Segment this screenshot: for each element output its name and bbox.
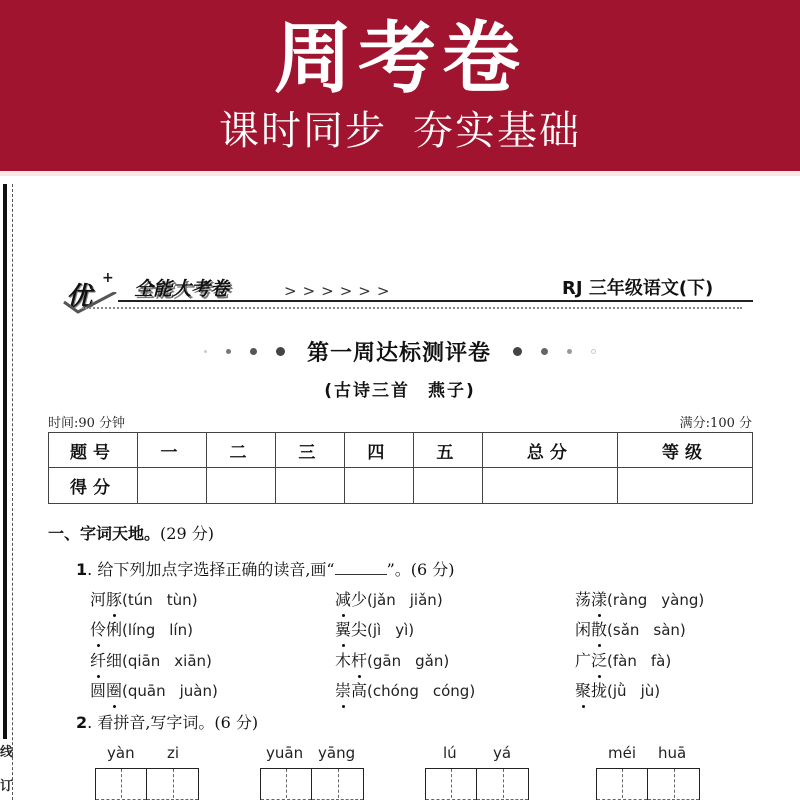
word-char: 圆 (90, 681, 107, 700)
pinyin-option[interactable]: jì (372, 621, 382, 639)
word-char: 广 (575, 651, 592, 670)
word-char: 翼 (335, 617, 351, 640)
writing-cell[interactable] (312, 769, 363, 800)
pinyin-option[interactable]: jù (640, 682, 655, 700)
word-char: 漾 (591, 587, 607, 610)
table-cell: 等级 (617, 433, 752, 468)
score-table (48, 432, 753, 504)
header-dotted-rule (82, 307, 742, 309)
writing-cell[interactable] (96, 769, 147, 800)
dot-decoration (204, 350, 207, 353)
pinyin-option[interactable]: tún (127, 591, 153, 609)
pinyin-label: huā (658, 744, 687, 762)
logo (62, 272, 122, 312)
pinyin-option[interactable]: juàn (179, 682, 212, 700)
table-cell: 五 (413, 433, 482, 468)
writing-cell[interactable] (477, 769, 528, 800)
word-char: 散 (591, 617, 607, 640)
pinyin-label: lú (443, 744, 457, 762)
pinyin-label: yuān (266, 744, 304, 762)
section-points: (29 分) (160, 524, 214, 543)
dot-decoration (513, 347, 522, 356)
pinyin-option[interactable]: sàn (653, 621, 680, 639)
exam-time: 时间:90 分钟 (48, 416, 126, 431)
pinyin-choice-item: 闲散(sǎn sàn) (575, 617, 686, 640)
promo-banner (0, 0, 800, 171)
pinyin-option[interactable]: chóng (372, 682, 419, 700)
binding-label-ding: 订 (0, 779, 14, 794)
pinyin-choice-item: 翼尖(jì yì) (335, 617, 414, 640)
pinyin-option[interactable]: sǎn (612, 621, 640, 639)
word-char: 俐 (106, 620, 123, 639)
table-cell: 得分 (49, 468, 138, 504)
pinyin-choice-item: 伶俐(líng lín) (90, 617, 193, 640)
score-entry-cell[interactable] (275, 468, 344, 504)
pinyin-label: yá (493, 744, 512, 762)
pinyin-label: yàn (107, 744, 135, 762)
writing-cell[interactable] (648, 769, 699, 800)
pinyin-option[interactable]: jiǎn (409, 591, 437, 609)
score-entry-cell[interactable] (138, 468, 207, 504)
checkmark-icon (62, 292, 118, 314)
word-char: 尖 (351, 620, 368, 639)
table-cell: 题号 (49, 433, 138, 468)
word-char: 杆 (351, 648, 367, 671)
logo-plus: + (102, 270, 114, 286)
pinyin-choice-item: 河豚(tún tùn) (90, 587, 198, 610)
brand-name: 全能大考卷 (134, 278, 230, 300)
table-cell: 四 (344, 433, 413, 468)
pinyin-option[interactable]: cóng (432, 682, 470, 700)
binding-line-solid (3, 184, 7, 739)
worksheet-page (0, 176, 800, 800)
pinyin-option[interactable]: yì (395, 621, 409, 639)
pinyin-option[interactable]: quān (127, 682, 166, 700)
word-char: 荡 (575, 590, 592, 609)
word-char: 豚 (106, 587, 122, 610)
dot-decoration (567, 349, 572, 354)
subtitle-lesson-a: 古诗三首 (334, 381, 410, 401)
dot-decoration (591, 349, 596, 354)
writing-grid[interactable] (260, 768, 364, 800)
pinyin-option[interactable]: fàn (612, 652, 637, 670)
dot-decoration (541, 348, 548, 355)
score-table-score-row (49, 468, 753, 504)
pinyin-option[interactable]: qiān (127, 652, 161, 670)
subtitle-lesson-b: 燕子 (428, 381, 466, 401)
header-rule (118, 300, 753, 302)
word-char: 细 (106, 651, 123, 670)
banner-subtitle (0, 106, 800, 156)
pinyin-option[interactable]: xiān (174, 652, 207, 670)
score-entry-cell[interactable] (482, 468, 617, 504)
exam-title: 第一周达标测评卷 (306, 341, 491, 366)
pinyin-label: méi (608, 744, 637, 762)
writing-grid[interactable] (596, 768, 700, 800)
word-char: 木 (335, 651, 352, 670)
word-char: 闲 (575, 620, 592, 639)
writing-cell[interactable] (147, 769, 198, 800)
writing-cell[interactable] (426, 769, 477, 800)
word-char: 高 (351, 681, 368, 700)
pinyin-option[interactable]: jǎn (372, 591, 396, 609)
score-entry-cell[interactable] (617, 468, 752, 504)
pinyin-choice-item: 崇高(chóng cóng) (335, 678, 475, 701)
underline-sample (335, 561, 387, 575)
pinyin-choice-item: 荡漾(ràng yàng) (575, 587, 704, 610)
pinyin-choice-item: 纤细(qiān xiān) (90, 648, 212, 671)
pinyin-choice-item: 圆圈(quān juàn) (90, 678, 218, 701)
banner-subtitle-right: 夯实基础 (413, 108, 581, 154)
exam-subtitle: (古诗三首 燕子) (324, 381, 476, 401)
pinyin-option[interactable]: lín (169, 621, 188, 639)
pinyin-label: yāng (318, 744, 356, 762)
score-table-header-row (49, 433, 753, 468)
section-title: 一、字词天地。(29 分) (48, 524, 214, 543)
writing-cell[interactable] (597, 769, 648, 800)
exam-full-score: 满分:100 分 (679, 416, 752, 431)
pinyin-option[interactable]: tùn (166, 591, 192, 609)
writing-cell[interactable] (261, 769, 312, 800)
writing-grid[interactable] (95, 768, 199, 800)
pinyin-choice-item: 广泛(fàn fà) (575, 648, 671, 671)
pinyin-choice-item: 减少(jǎn jiǎn) (335, 587, 443, 610)
word-char: 减 (335, 587, 351, 610)
word-char: 拢 (591, 681, 608, 700)
pinyin-option[interactable]: gān (372, 652, 402, 670)
word-char: 河 (90, 590, 107, 609)
score-entry-cell[interactable] (413, 468, 482, 504)
banner-title: 周考卷 (273, 14, 526, 104)
pinyin-option[interactable]: líng (127, 621, 156, 639)
score-entry-cell[interactable] (344, 468, 413, 504)
question-2-prompt: 2. 看拼音,写字词。(6 分) (76, 713, 259, 732)
table-cell: 总分 (482, 433, 617, 468)
pinyin-choice-item: 聚拢(jǜ jù) (575, 678, 660, 701)
binding-line-dashed (12, 184, 13, 800)
question-1-prompt: 1. 给下列加点字选择正确的读音,画“ ”。(6 分) (76, 560, 455, 579)
edition-label: RJ 三年级语文(下) (562, 278, 714, 299)
dot-decoration (276, 347, 285, 356)
logo-char: 优 (66, 282, 93, 312)
arrow-decoration: >>>>>> (284, 282, 396, 300)
pinyin-option[interactable]: ràng (612, 591, 648, 609)
table-cell: 一 (138, 433, 207, 468)
banner-subtitle-left: 课时同步 (219, 108, 387, 154)
pinyin-option[interactable]: yàng (661, 591, 699, 609)
exam-title-row (0, 336, 800, 366)
word-char: 圈 (106, 678, 122, 701)
word-char: 少 (351, 590, 368, 609)
word-char: 纤 (90, 648, 106, 671)
pinyin-option[interactable]: gǎn (415, 652, 444, 670)
dot-decoration (226, 349, 231, 354)
pinyin-label: zi (167, 744, 180, 762)
pinyin-choice-item: 木杆(gān gǎn) (335, 648, 449, 671)
word-char: 聚 (575, 678, 591, 701)
dot-decoration (250, 348, 257, 355)
word-char: 伶 (90, 617, 106, 640)
pinyin-option[interactable]: jǜ (612, 682, 627, 700)
pinyin-option[interactable]: fà (650, 652, 666, 670)
table-cell: 二 (206, 433, 275, 468)
writing-grid[interactable] (425, 768, 529, 800)
word-char: 泛 (591, 648, 607, 671)
score-entry-cell[interactable] (206, 468, 275, 504)
binding-label-xian: 线 (0, 745, 14, 760)
word-char: 崇 (335, 678, 351, 701)
table-cell: 三 (275, 433, 344, 468)
